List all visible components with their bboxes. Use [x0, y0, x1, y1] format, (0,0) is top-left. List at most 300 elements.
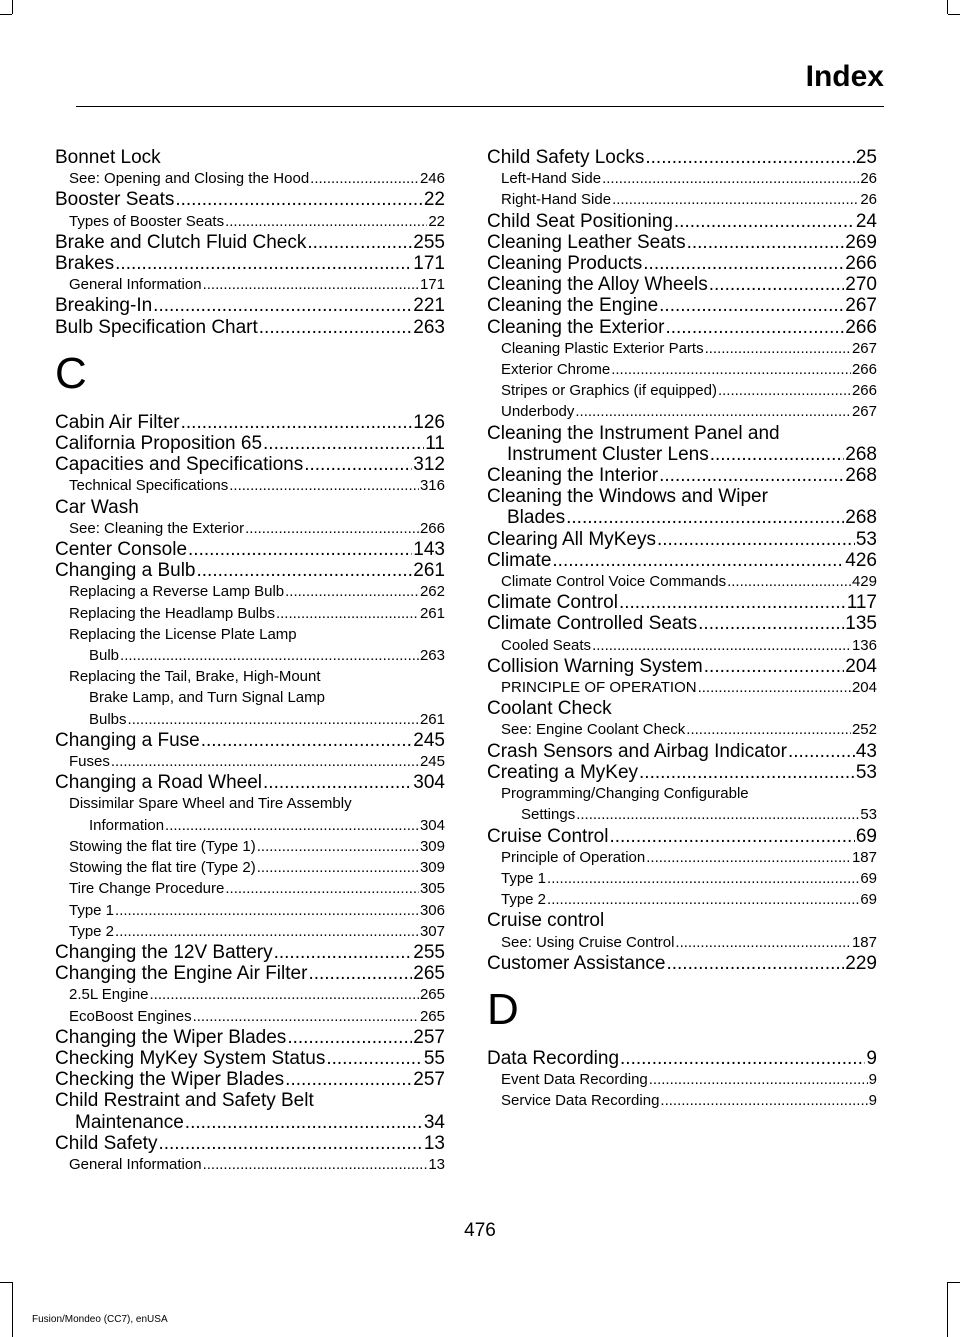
index-page-ref: 309 [419, 859, 445, 877]
dot-leader [310, 168, 419, 189]
index-subentry[interactable] [487, 338, 877, 359]
index-entry[interactable] [487, 211, 877, 232]
index-entry[interactable] [55, 730, 445, 751]
dot-leader [566, 507, 844, 528]
index-entry-title: Brake Lamp, and Turn Signal Lamp [89, 689, 325, 707]
index-entry-title: Information [89, 816, 165, 834]
index-entry-title: Right-Hand Side [501, 191, 612, 209]
dot-leader [704, 656, 845, 677]
index-entry-title: Changing a Fuse [55, 729, 200, 751]
index-entry-title: Cruise control [487, 910, 605, 932]
index-entry[interactable] [55, 147, 445, 168]
index-page-ref: 426 [845, 549, 877, 571]
index-entry[interactable] [487, 423, 877, 465]
index-subentry[interactable] [55, 921, 445, 942]
index-page-ref: 261 [419, 604, 445, 622]
index-entry-title: Brakes [55, 253, 115, 275]
index-entry-title: Replacing the Tail, Brake, High-Mount [69, 668, 321, 686]
index-page-ref: 53 [855, 528, 877, 550]
index-page-ref: 255 [413, 941, 445, 963]
index-page-ref: 265 [419, 1007, 445, 1025]
dot-leader [592, 635, 851, 656]
index-entry-title: See: Cleaning the Exterior [69, 519, 245, 537]
index-entry[interactable] [487, 295, 877, 316]
dot-leader [115, 900, 419, 921]
index-page-ref: 229 [845, 952, 877, 974]
index-page-ref: 126 [413, 411, 445, 433]
index-entry[interactable] [487, 741, 877, 762]
index-page-ref: 261 [419, 710, 445, 728]
index-entry-title: Instrument Cluster Lens [507, 443, 709, 465]
index-subentry[interactable] [487, 1069, 877, 1090]
index-entry[interactable] [487, 147, 877, 168]
index-entry-title: Collision Warning System [487, 655, 703, 677]
index-subentry[interactable] [487, 719, 877, 740]
index-entry-title: Technical Specifications [69, 477, 229, 495]
dot-leader [304, 454, 412, 475]
index-page-ref: 268 [845, 443, 877, 465]
index-page-ref: 261 [413, 560, 445, 582]
index-subentry[interactable] [55, 857, 445, 878]
index-page-ref: 262 [419, 583, 445, 601]
index-entry-title: Changing the Engine Air Filter [55, 963, 308, 985]
dot-leader [257, 857, 419, 878]
index-subentry[interactable] [487, 380, 877, 401]
index-page-ref: 221 [413, 295, 445, 317]
index-page-ref: 143 [413, 539, 445, 561]
dot-leader [225, 878, 419, 899]
index-subentry[interactable] [55, 836, 445, 857]
dot-leader [698, 613, 844, 634]
index-entry-title: Creating a MyKey [487, 761, 639, 783]
index-page-ref: 117 [846, 592, 877, 614]
index-page-ref: 43 [855, 740, 877, 762]
index-page-ref: 69 [855, 825, 877, 847]
index-page-ref: 9 [868, 1071, 877, 1089]
crop-mark-bottom-left-v [12, 1282, 13, 1337]
dot-leader [203, 1154, 428, 1175]
index-entry-title: Center Console [55, 539, 188, 561]
index-entry-title: California Proposition 65 [55, 433, 263, 455]
dot-leader [165, 815, 419, 836]
index-page-ref: 257 [413, 1026, 445, 1048]
index-section-letter: D [487, 984, 519, 1034]
index-page-ref: 245 [413, 729, 445, 751]
index-entry[interactable] [55, 412, 445, 433]
index-entry[interactable] [55, 454, 445, 475]
index-subentry[interactable] [55, 1154, 445, 1175]
dot-leader [263, 433, 424, 454]
index-subentry[interactable] [487, 932, 877, 953]
index-entry[interactable] [55, 942, 445, 963]
index-subentry[interactable] [487, 847, 877, 868]
index-entry-title: Climate Controlled Seats [487, 613, 698, 635]
index-page-ref: 26 [860, 170, 877, 188]
index-entry[interactable] [487, 317, 877, 338]
index-entry[interactable] [55, 539, 445, 560]
index-page-ref: 53 [860, 806, 877, 824]
index-subentry[interactable] [487, 189, 877, 210]
index-entry-title: Child Safety [55, 1132, 158, 1154]
index-entry[interactable] [487, 762, 877, 783]
index-entry[interactable] [55, 963, 445, 984]
index-entry[interactable] [55, 772, 445, 793]
index-entry-title: Dissimilar Spare Wheel and Tire Assembly [69, 795, 352, 813]
index-entry[interactable] [487, 698, 877, 719]
index-entry-title: Cleaning the Interior [487, 465, 659, 487]
index-page-ref: 53 [855, 761, 877, 783]
index-entry[interactable] [487, 486, 877, 528]
index-entry-title: Tire Change Procedure [69, 880, 225, 898]
index-entry-title: Type 1 [501, 869, 547, 887]
index-page-ref: 307 [419, 922, 445, 940]
index-subentry[interactable] [55, 168, 445, 189]
index-entry-title: EcoBoost Engines [69, 1007, 192, 1025]
index-entry[interactable] [487, 253, 877, 274]
index-page-ref: 171 [413, 253, 445, 275]
dot-leader [609, 826, 854, 847]
index-page-ref: 26 [860, 191, 877, 209]
index-entry-title: Booster Seats [55, 189, 175, 211]
dot-leader [285, 1069, 412, 1090]
crop-mark-bottom-right-v [947, 1282, 948, 1337]
index-entry-title: Cleaning the Alloy Wheels [487, 274, 708, 296]
dot-leader [287, 1027, 412, 1048]
index-page-ref: 270 [845, 274, 877, 296]
index-page-ref: 34 [423, 1111, 445, 1133]
index-entry-title: Clearing All MyKeys [487, 528, 656, 550]
index-entry-title: PRINCIPLE OF OPERATION [501, 679, 697, 697]
index-entry-title: Checking the Wiper Blades [55, 1069, 285, 1091]
index-entry-title: Breaking-In [55, 295, 153, 317]
dot-leader [643, 253, 844, 274]
index-entry[interactable] [487, 592, 877, 613]
dot-leader [645, 147, 855, 168]
dot-leader [665, 317, 844, 338]
index-entry[interactable] [487, 910, 877, 931]
index-subentry[interactable] [55, 878, 445, 899]
index-entry-title: Underbody [501, 403, 575, 421]
index-entry-title: Service Data Recording [501, 1092, 660, 1110]
index-entry[interactable] [487, 232, 877, 253]
dot-leader [687, 232, 845, 253]
index-entry[interactable] [55, 189, 445, 210]
index-column-left [55, 147, 445, 1175]
dot-leader [115, 253, 412, 274]
index-entry[interactable] [487, 953, 877, 974]
index-entry[interactable] [55, 295, 445, 316]
index-page-ref: 316 [419, 477, 445, 495]
index-page-ref: 204 [845, 655, 877, 677]
index-entry-title: Coolant Check [487, 698, 612, 720]
index-entry[interactable] [55, 253, 445, 274]
dot-leader [660, 1090, 867, 1111]
index-entry[interactable] [487, 656, 877, 677]
index-entry-title: Replacing the Headlamp Bulbs [69, 604, 275, 622]
dot-leader [547, 889, 859, 910]
index-entry-title: Cabin Air Filter [55, 411, 180, 433]
index-entry[interactable] [55, 1048, 445, 1069]
index-entry[interactable] [487, 465, 877, 486]
dot-leader [686, 719, 851, 740]
dot-leader [619, 592, 846, 613]
dot-leader [611, 359, 851, 380]
index-entry-title: Fuses [69, 753, 110, 771]
dot-leader [111, 751, 419, 772]
index-entry-title: Child Restraint and Safety Belt [55, 1090, 314, 1112]
index-entry[interactable] [487, 613, 877, 634]
dot-leader [188, 539, 412, 560]
dot-leader [576, 804, 859, 825]
index-entry-title: See: Using Cruise Control [501, 933, 675, 951]
dot-leader [225, 211, 427, 232]
index-section-letter: C [55, 348, 87, 398]
index-entry[interactable] [55, 232, 445, 253]
page-title: Index [805, 60, 884, 93]
index-entry[interactable] [487, 1048, 877, 1069]
index-subentry[interactable] [55, 274, 445, 295]
index-page-ref: 25 [855, 147, 877, 168]
index-subentry[interactable] [487, 889, 877, 910]
crop-mark-top-left-v [12, 0, 13, 14]
index-entry-title: Blades [507, 507, 566, 529]
dot-leader [181, 412, 413, 433]
index-page-ref: 304 [419, 816, 445, 834]
index-subentry[interactable] [487, 359, 877, 380]
index-entry[interactable] [487, 826, 877, 847]
index-page-ref: 135 [845, 613, 877, 635]
index-page-ref: 266 [845, 253, 877, 275]
dot-leader [709, 274, 845, 295]
index-entry-title: Bulb Specification Chart [55, 316, 258, 338]
index-page-ref: 267 [851, 339, 877, 357]
index-entry-title: Replacing a Reverse Lamp Bulb [69, 583, 285, 601]
index-subentry[interactable] [55, 984, 445, 1005]
dot-leader [175, 189, 423, 210]
index-entry-title: Type 2 [501, 891, 547, 909]
index-entry-title: Settings [521, 806, 576, 824]
index-page-ref: 263 [413, 316, 445, 338]
index-subentry[interactable] [487, 168, 877, 189]
index-page-ref: 252 [851, 721, 877, 739]
index-subentry[interactable] [487, 401, 877, 422]
dot-leader [666, 953, 844, 974]
index-entry-title: Cleaning the Instrument Panel and [487, 422, 780, 444]
index-entry[interactable] [55, 1090, 445, 1132]
index-entry-title: Maintenance [75, 1111, 184, 1133]
dot-leader [698, 677, 851, 698]
index-page-ref: 24 [855, 210, 877, 232]
index-entry-title: Programming/Changing Configurable [501, 785, 749, 803]
index-entry-title: Changing a Road Wheel [55, 772, 263, 794]
index-page-ref: 257 [413, 1069, 445, 1091]
index-page-ref: 429 [851, 573, 877, 591]
index-entry-title: Brake and Clutch Fluid Check [55, 231, 307, 253]
index-subentry[interactable] [487, 571, 877, 592]
dot-leader [185, 1112, 423, 1133]
dot-leader [259, 317, 413, 338]
index-entry-title: General Information [69, 276, 202, 294]
crop-mark-bottom-left-h [0, 1282, 12, 1283]
index-page-ref: 304 [413, 772, 445, 794]
index-entry[interactable] [55, 433, 445, 454]
index-page-ref: 305 [419, 880, 445, 898]
dot-leader [659, 465, 844, 486]
dot-leader [150, 984, 419, 1005]
index-entry-title: General Information [69, 1155, 202, 1173]
index-entry-title: Capacities and Specifications [55, 454, 304, 476]
index-page-ref: 263 [419, 647, 445, 665]
index-page-ref: 22 [423, 189, 445, 211]
dot-leader [710, 444, 845, 465]
index-page-ref: 269 [845, 231, 877, 253]
index-page-ref: 306 [419, 901, 445, 919]
index-entry-title: Cleaning the Windows and Wiper [487, 486, 768, 508]
index-page-ref: 13 [428, 1155, 445, 1173]
index-entry[interactable] [487, 550, 877, 571]
index-page-ref: 255 [413, 231, 445, 253]
index-subentry[interactable] [55, 793, 445, 835]
dot-leader [612, 189, 859, 210]
index-entry-title: Type 1 [69, 901, 115, 919]
index-entry[interactable] [487, 274, 877, 295]
index-subentry[interactable] [487, 1090, 877, 1111]
index-entry[interactable] [487, 529, 877, 550]
index-entry-title: See: Opening and Closing the Hood [69, 170, 310, 188]
index-page-ref: 69 [860, 869, 877, 887]
index-subentry[interactable] [55, 581, 445, 602]
index-entry-title: Customer Assistance [487, 952, 666, 974]
index-entry-title: Type 2 [69, 922, 115, 940]
dot-leader [675, 932, 851, 953]
index-page-ref: 309 [419, 837, 445, 855]
index-page-ref: 266 [851, 361, 877, 379]
index-subentry[interactable] [487, 783, 877, 825]
crop-mark-top-left-h [0, 14, 12, 15]
index-entry-title: Changing the Wiper Blades [55, 1026, 287, 1048]
dot-leader [705, 338, 851, 359]
index-page-ref: 11 [425, 433, 445, 455]
dot-leader [128, 709, 419, 730]
index-entry[interactable] [55, 560, 445, 581]
index-entry[interactable] [55, 317, 445, 338]
dot-leader [602, 168, 859, 189]
dot-leader [257, 836, 419, 857]
index-subentry[interactable] [487, 677, 877, 698]
index-page-ref: 55 [423, 1047, 445, 1069]
index-entry-title: Cleaning Leather Seats [487, 231, 686, 253]
index-subentry[interactable] [487, 635, 877, 656]
index-entry-title: Stripes or Graphics (if equipped) [501, 382, 717, 400]
index-entry[interactable] [55, 497, 445, 518]
index-subentry[interactable] [55, 624, 445, 666]
index-page-ref: 204 [851, 679, 877, 697]
index-entry-title: Changing a Bulb [55, 560, 196, 582]
index-subentry[interactable] [487, 868, 877, 889]
index-entry-title: Cruise Control [487, 825, 609, 847]
index-page-ref: 22 [428, 212, 445, 230]
crop-mark-bottom-right-h [948, 1282, 960, 1283]
index-entry-title: Bulbs [89, 710, 127, 728]
index-page-ref: 266 [851, 382, 877, 400]
index-page-ref: 268 [845, 465, 877, 487]
index-subentry[interactable] [55, 666, 445, 730]
dot-leader [307, 232, 412, 253]
index-entry-title: Bonnet Lock [55, 147, 161, 168]
dot-leader [229, 475, 419, 496]
dot-leader [308, 963, 412, 984]
index-page-ref: 136 [851, 636, 877, 654]
index-entry-title: See: Engine Coolant Check [501, 721, 686, 739]
dot-leader [649, 1069, 868, 1090]
index-entry[interactable] [55, 1027, 445, 1048]
index-entry-title: Replacing the License Plate Lamp [69, 625, 297, 643]
index-column-right [487, 147, 877, 1112]
index-entry-title: Exterior Chrome [501, 361, 611, 379]
index-subentry[interactable] [55, 751, 445, 772]
index-entry-title: Cleaning the Engine [487, 295, 659, 317]
header-rule [76, 106, 884, 107]
dot-leader [646, 847, 851, 868]
dot-leader [120, 645, 419, 666]
dot-leader [276, 603, 419, 624]
index-entry-title: Cooled Seats [501, 636, 592, 654]
index-page-ref: 187 [851, 933, 877, 951]
document-id: Fusion/Mondeo (CC7), enUSA [32, 1314, 168, 1325]
dot-leader [326, 1048, 423, 1069]
dot-leader [197, 560, 413, 581]
index-entry-title: Cleaning the Exterior [487, 316, 665, 338]
index-entry-title: Climate Control Voice Commands [501, 573, 727, 591]
dot-leader [115, 921, 419, 942]
dot-leader [245, 518, 419, 539]
index-page-ref: 9 [866, 1047, 877, 1069]
index-page-ref: 187 [851, 848, 877, 866]
dot-leader [575, 401, 851, 422]
crop-mark-top-right-h [948, 14, 960, 15]
index-entry[interactable] [55, 1133, 445, 1154]
index-entry-title: Changing the 12V Battery [55, 941, 273, 963]
index-subentry[interactable] [55, 211, 445, 232]
index-subentry[interactable] [55, 518, 445, 539]
index-entry-title: Bulb [89, 647, 120, 665]
index-page-ref: 266 [419, 519, 445, 537]
index-entry-title: Cleaning Products [487, 253, 643, 275]
dot-leader [718, 380, 851, 401]
index-entry-title: Event Data Recording [501, 1071, 648, 1089]
index-subentry[interactable] [55, 900, 445, 921]
dot-leader [201, 730, 413, 751]
index-page-ref: 246 [419, 170, 445, 188]
index-entry-title: Child Seat Positioning [487, 210, 673, 232]
dot-leader [788, 741, 855, 762]
dot-leader [727, 571, 851, 592]
index-page-ref: 268 [845, 507, 877, 529]
index-subentry[interactable] [55, 603, 445, 624]
dot-leader [639, 762, 855, 783]
index-page-ref: 69 [860, 891, 877, 909]
index-entry-title: Checking MyKey System Status [55, 1047, 326, 1069]
index-entry-title: Stowing the flat tire (Type 2) [69, 859, 256, 877]
index-entry-title: Child Safety Locks [487, 147, 645, 168]
index-page-ref: 265 [413, 963, 445, 985]
index-entry-title: Left-Hand Side [501, 170, 602, 188]
index-subentry[interactable] [55, 1006, 445, 1027]
index-entry-title: Stowing the flat tire (Type 1) [69, 837, 256, 855]
index-subentry[interactable] [55, 475, 445, 496]
index-entry[interactable] [55, 1069, 445, 1090]
dot-leader [552, 550, 844, 571]
